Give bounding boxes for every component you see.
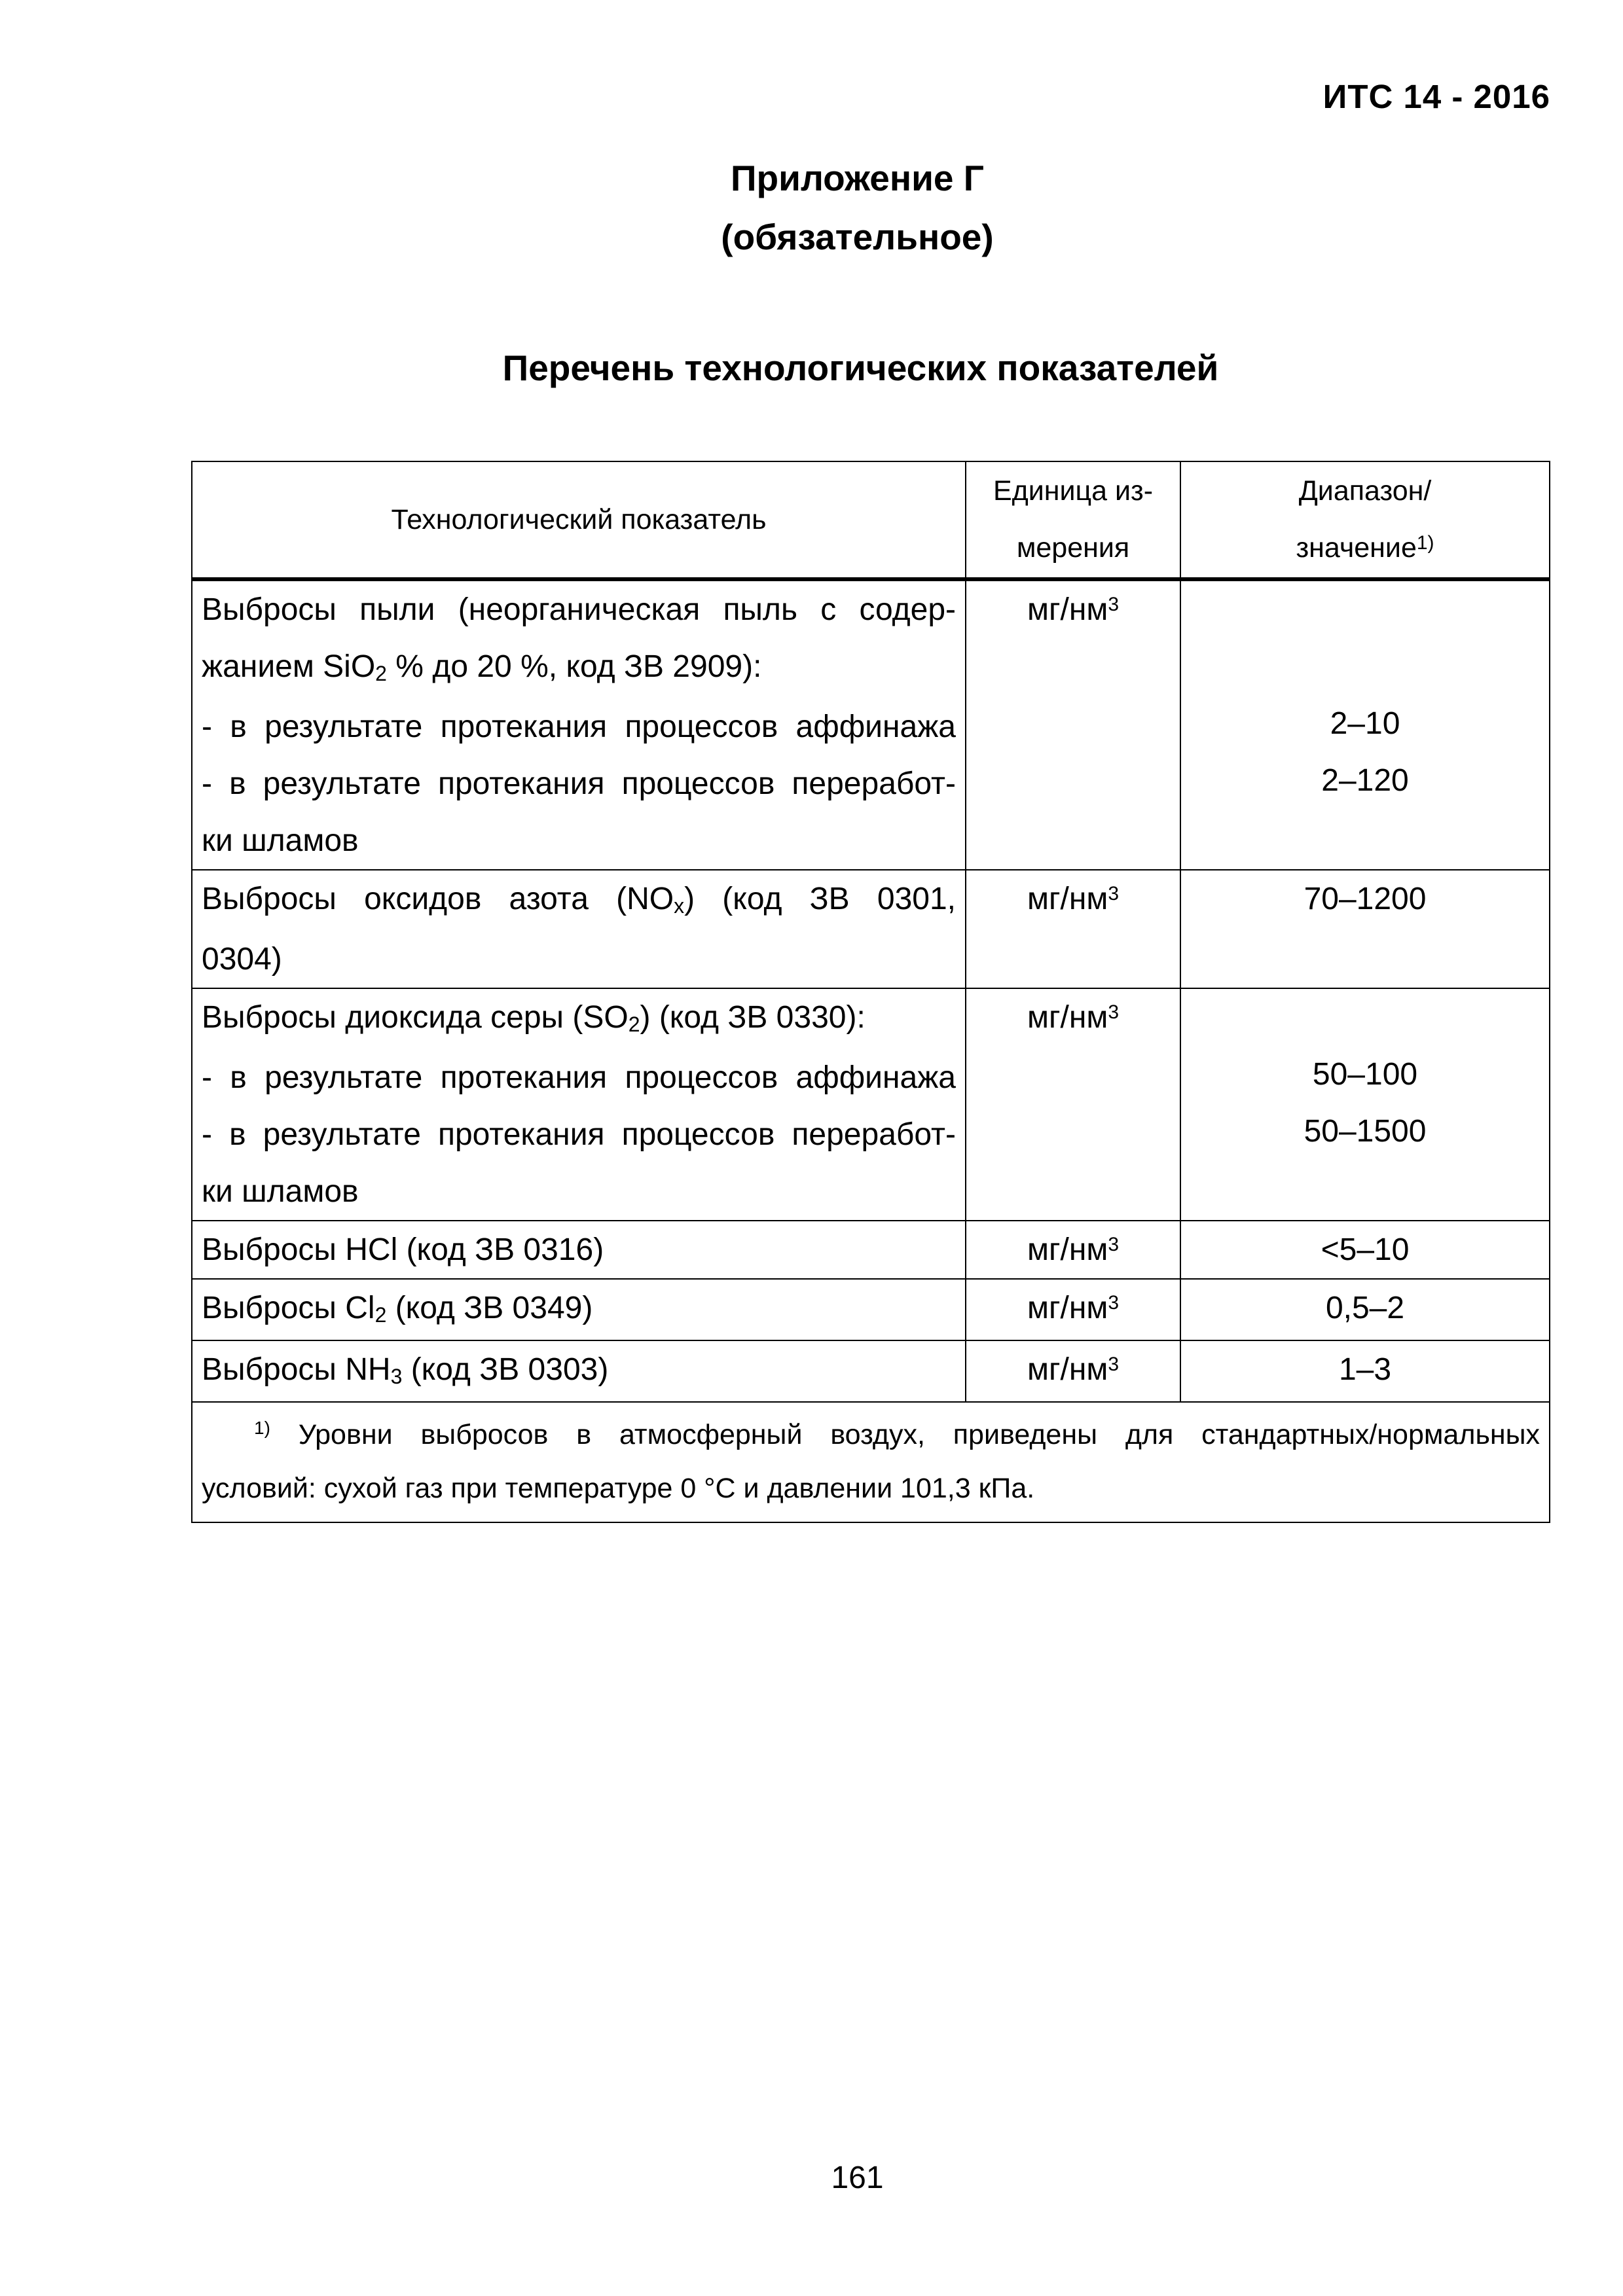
unit-cell: $мг/нм^3$ [966,1340,1180,1402]
row3-range1: 50–100 [1312,1057,1418,1092]
range-cell [1180,579,1550,870]
row2-line2: 0304) [202,942,282,977]
range-cell: 0,5–2 [1180,1279,1550,1340]
row1-line3: - в результате протекания процессов аффинажа [202,709,956,744]
unit-cell: $мг/нм^3$ [966,988,1180,1221]
range-cell [1180,870,1550,988]
header-indicator: Технологический показатель [192,461,966,579]
row1-range2: 2–120 [1321,763,1409,798]
header-unit-line1: Единица из- [993,475,1154,507]
appendix-title: Приложение Г [731,158,984,198]
table-row [192,1340,1550,1402]
row1-line2: жанием SiO$_2$ % до 20 %, код ЗВ 2909): [202,649,762,685]
header-range-footnote-mark: 1) [1416,532,1434,554]
range-cell: <5–10 [1180,1221,1550,1279]
indicator-cell: Выбросы HCl (код ЗВ 0316) [192,1221,966,1279]
table-header-row [192,461,1550,579]
row2-range1: 70–1200 [1304,882,1427,916]
table-footnote [192,1402,1550,1522]
table-row [192,988,1550,1221]
row3-line1: Выбросы диоксида серы $(SO_2)$ (код ЗВ 0330): [202,1000,866,1036]
indicator-cell: Выбросы $NH_3$ (код ЗВ 0303) [192,1340,966,1402]
unit-cell: $мг/нм^3$ [966,870,1180,988]
indicator-cell [192,988,966,1221]
indicator-cell [192,579,966,870]
table-row [192,870,1550,988]
footnote-line2: условий: сухой газ при температуре 0 °С и давлении 101,3 кПа. [202,1473,1035,1504]
row1-range1: 2–10 [1330,706,1400,741]
header-range-line1: Диапазон/ [1298,475,1432,507]
footnote-line1: $^{1)}$ Уровни выбросов в атмосферный воздух, приведены для стандартных/нормальных [254,1418,1540,1450]
table-footnote-row [192,1402,1550,1522]
row1-line5: ки шламов [202,823,359,858]
row1-line4: - в результате протекания процессов переработ- [202,766,956,801]
range-cell [1180,988,1550,1221]
unit-cell: $мг/нм^3$ [966,579,1180,870]
table-row [192,1221,1550,1279]
indicator-cell: Выбросы $Cl_2$ (код ЗВ 0349) [192,1279,966,1340]
indicator-cell [192,870,966,988]
table-row [192,579,1550,870]
range-cell: 1–3 [1180,1340,1550,1402]
document-code: ИТС 14 - 2016 [1322,78,1550,115]
row3-line3: - в результате протекания процессов переработ- [202,1117,956,1152]
page-number: 161 [831,2161,884,2195]
table-row [192,1279,1550,1340]
header-range-line2: значение [1296,532,1417,564]
row1-line1: Выбросы пыли (неорганическая пыль с содер- [202,592,956,627]
section-title: Перечень технологических показателей [502,348,1219,388]
unit-cell: $мг/нм^3$ [966,1279,1180,1340]
indicators-table [191,461,1550,1523]
unit-cell: $мг/нм^3$ [966,1221,1180,1279]
appendix-subtitle: (обязательное) [721,217,994,257]
row3-line4: ки шламов [202,1174,359,1209]
row3-range2: 50–1500 [1304,1114,1427,1149]
header-unit-line2: мерения [1016,532,1130,564]
header-unit [966,461,1180,579]
header-range [1180,461,1550,579]
footnote-marker: 1) [254,1418,270,1438]
row3-line2: - в результате протекания процессов аффинажа [202,1060,956,1095]
row2-line1: Выбросы оксидов азота $(NO_x)$ (код ЗВ 0301, [202,882,956,918]
